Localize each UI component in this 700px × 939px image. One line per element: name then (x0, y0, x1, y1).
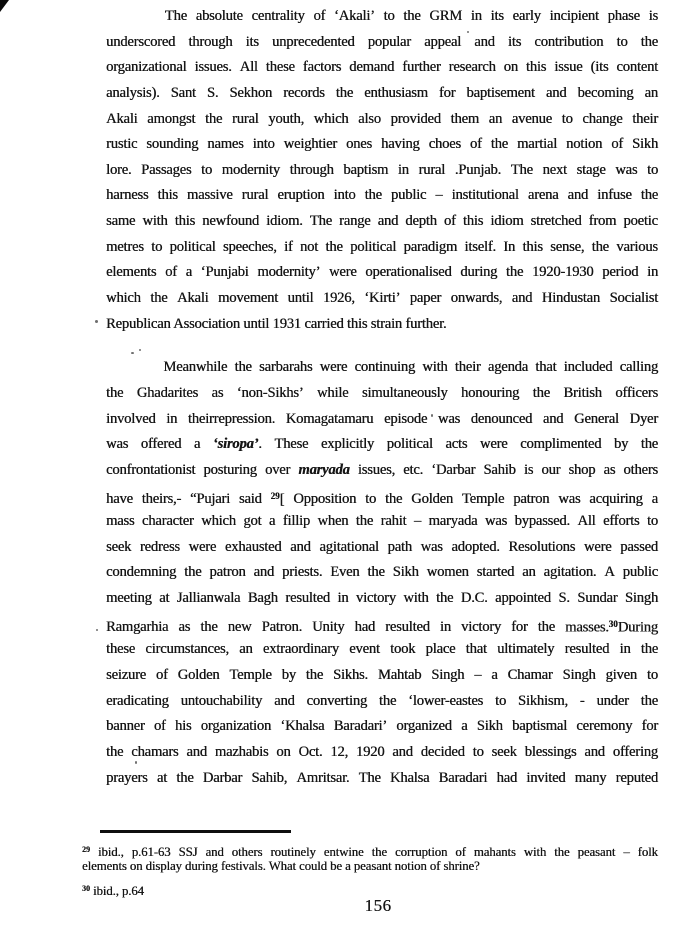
text-line: which the Akali movement until 1926, ‘Kirti’ paper onwards, and Hindustan Socialist (106, 290, 658, 307)
body-text (106, 4, 658, 791)
text-line: involved in theirrepression. Komagatamaru episode was denounced and General Dyer (106, 410, 658, 427)
text-line: Akali amongst the rural youth, which also provided them an avenue to change their (106, 110, 658, 127)
scan-artifact-dot (139, 349, 141, 351)
text-line: Meanwhile the sarbarahs were continuing with their agenda that included calling (163, 359, 658, 376)
footnote-reference: 30 (82, 884, 90, 893)
scan-artifact-dot (131, 352, 134, 354)
scan-artifact-dot (96, 629, 98, 631)
text-line: elements on display during festivals. What could be a peasant notion of shrine? (82, 859, 480, 873)
footnotes-section (82, 841, 658, 897)
text-line: meeting at Jallianwala Bagh resulted in victory with the D.C. appointed S. Sundar Singh (106, 590, 658, 607)
text-line: Republican Association until 1931 carried this strain further. (106, 315, 447, 332)
text-line: $^{29}$ ibid., p.61-63 SSJ and others routinely entwine the corruption of mahants with the peasant – folk (82, 844, 658, 859)
text-line: confrontationist posturing over maryada issues, etc. ‘Darbar Sahib is our shop as others (106, 461, 658, 478)
page-number: 156 (364, 896, 392, 915)
text-line: these circumstances, an extraordinary event took place that ultimately resulted in the (106, 641, 658, 658)
emphasized-term: maryada (298, 461, 350, 478)
text-line: analysis). Sant S. Sekhon records the enthusiasm for baptisement and becoming an (106, 84, 658, 101)
scan-artifact-dot (95, 320, 98, 323)
emphasized-term: ‘siropa’ (212, 436, 259, 453)
text-line: metres to political speeches, if not the political paradigm itself. In this sense, the various (106, 238, 658, 255)
text-line: elements of a ‘Punjabi modernity’ were operationalised during the 1920-1930 period in (106, 264, 658, 281)
footnote-1 (82, 841, 658, 875)
text-line: $^{30}$ ibid., p.64 (82, 883, 144, 898)
text-line: Ramgarhia as the new Patron. Unity had resulted in victory for the masses.$^{30}$During (106, 618, 658, 636)
text-line: banner of his organization ‘Khalsa Baradari’ organized a Sikh baptismal ceremony for (106, 718, 658, 735)
text-line: have theirs,- “Pujari said $^{29}$[ Opposition to the Golden Temple patron was acquiring a (106, 490, 658, 508)
text-line: the chamars and mazhabis on Oct. 12, 1920 and decided to seek blessings and offering (106, 743, 658, 760)
text-line: condemning the patron and priests. Even the Sikh women started an agitation. A public (106, 564, 658, 581)
text-line: underscored through its unprecedented popular appeal and its contribution to the (106, 33, 658, 50)
scan-corner-artifact (0, 0, 9, 12)
text-line: lore. Passages to modernity through baptism in rural .Punjab. The next stage was to (106, 161, 658, 178)
text-line: was offered a ‘siropa’. These explicitly political acts were complimented by the (106, 436, 658, 453)
text-line: organizational issues. All these factors demand further research on this issue (its content (106, 59, 658, 76)
footnote-2 (82, 880, 658, 897)
scan-artifact-dot (135, 761, 137, 764)
footnote-separator-rule (100, 830, 291, 833)
footnote-reference: 30 (608, 618, 618, 629)
paragraph-1 (106, 4, 658, 337)
text-line: eradicating untouchability and converting the ‘lower-eastes to Sikhism, - under the (106, 692, 658, 709)
text-line: same with this newfound idiom. The range and depth of this idiom stretched from poetic (106, 213, 658, 230)
scan-artifact-dot (467, 31, 469, 33)
footnote-reference: 29 (82, 845, 90, 854)
text-line: rustic sounding names into weightier ones having choes of the martial notion of Sikh (106, 136, 658, 153)
text-line: seek redress were exhausted and agitational path was adopted. Resolutions were passed (106, 538, 658, 555)
paragraph-2 (106, 355, 658, 791)
text-line: seizure of Golden Temple by the Sikhs. Mahtab Singh – a Chamar Singh given to (106, 667, 658, 684)
text-line: The absolute centrality of ‘Akali’ to the GRM in its early incipient phase is (164, 8, 658, 24)
text-line: harness this massive rural eruption into the public – institutional arena and infuse the (106, 187, 658, 204)
text-line: the Ghadarites as ‘non-Sikhs’ while simultaneously honouring the British officers (106, 384, 658, 401)
footnote-reference: 29 (270, 490, 280, 501)
text-line: prayers at the Darbar Sahib, Amritsar. The Khalsa Baradari had invited many reputed (106, 769, 658, 786)
scan-artifact-dot (431, 414, 433, 417)
text-line: mass character which got a fillip when the rahit – maryada was bypassed. All efforts to (106, 513, 658, 530)
